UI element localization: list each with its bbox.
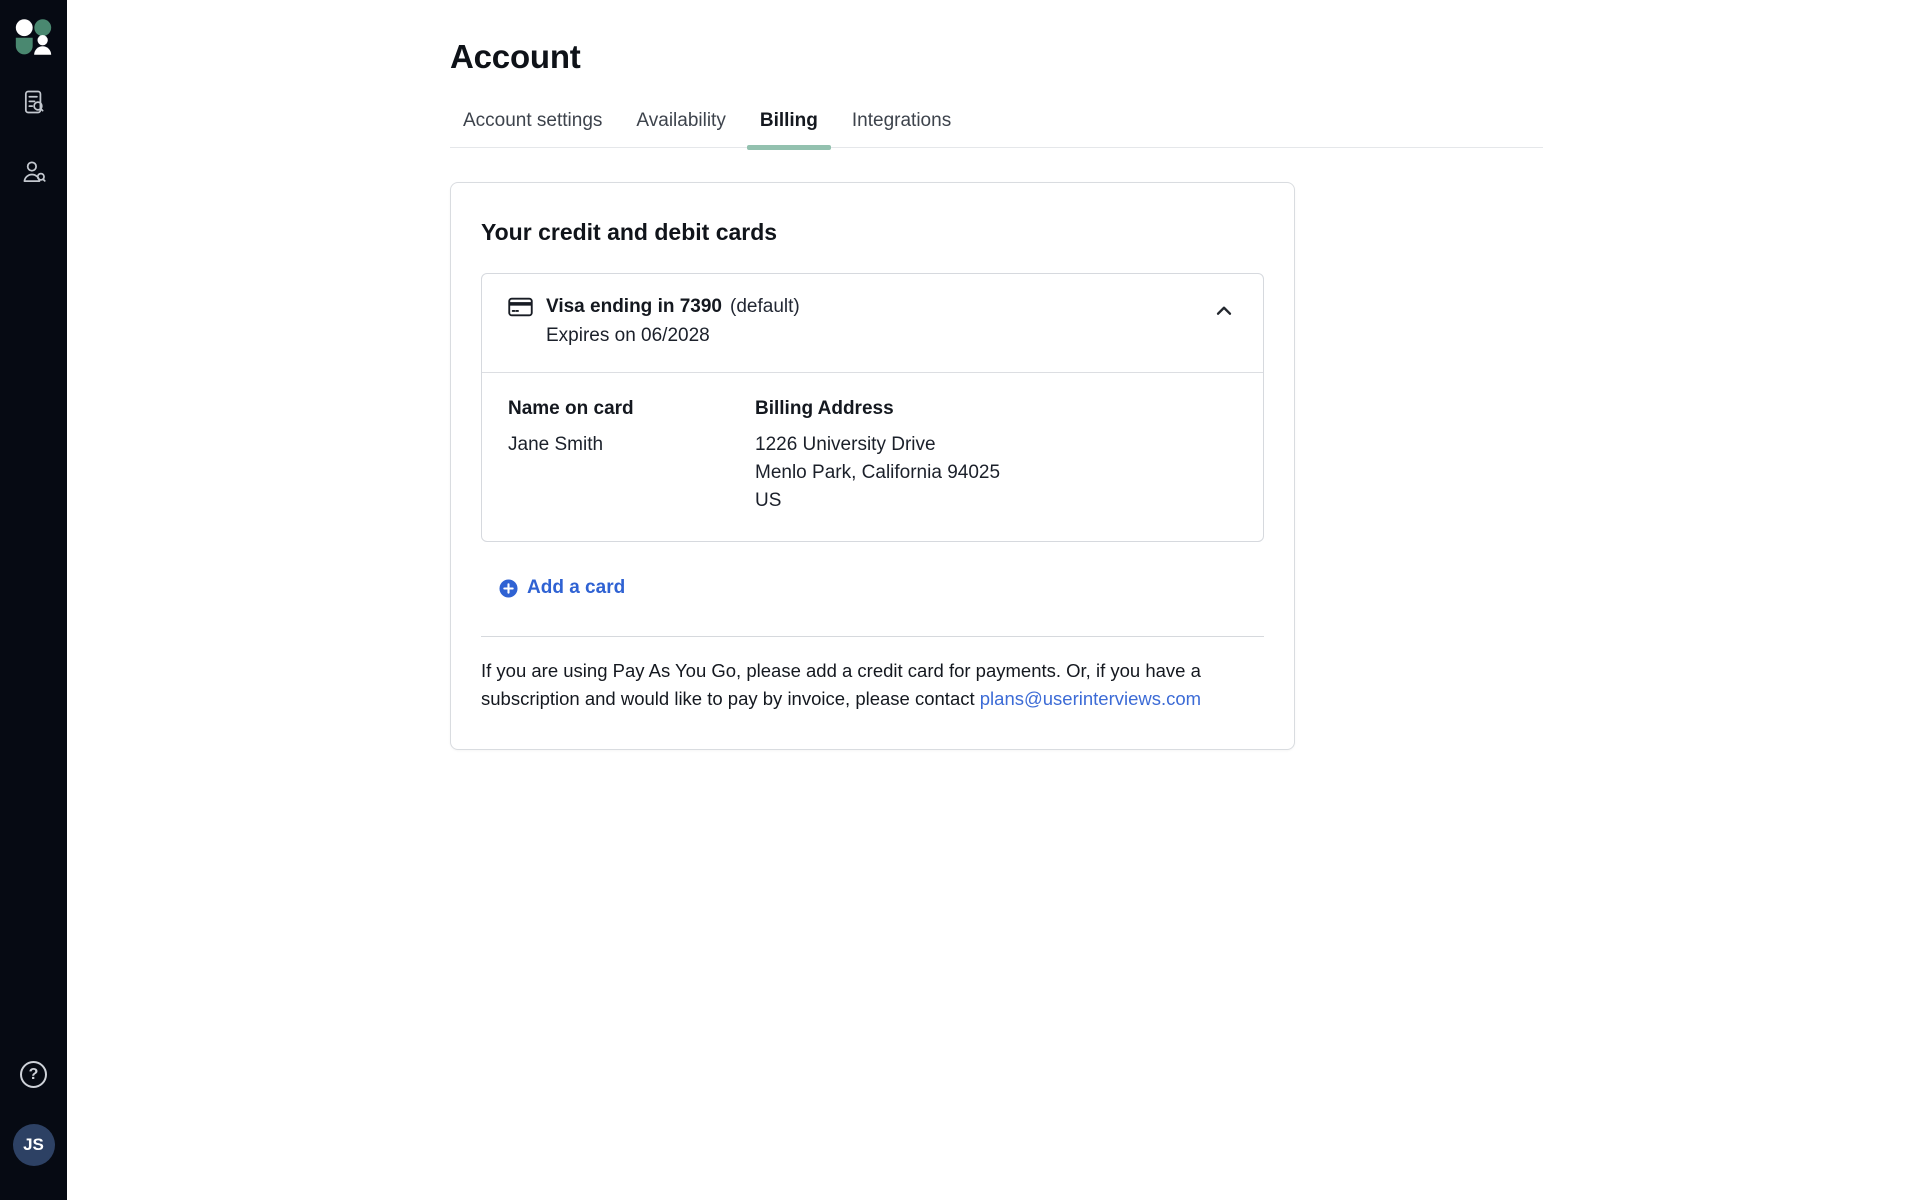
sidebar-item-participants[interactable] bbox=[19, 157, 49, 187]
billing-note-text: If you are using Pay As You Go, please add a credit card for payments. Or, if you have a subscription and would like to pay by invoice, please contact bbox=[481, 659, 1201, 709]
question-mark-icon: ? bbox=[28, 1065, 39, 1083]
billing-note bbox=[481, 657, 1264, 713]
address-line-3: US bbox=[755, 490, 782, 511]
card-expiry: Expires on 06/2028 bbox=[546, 325, 710, 346]
credit-card-header[interactable] bbox=[482, 274, 1263, 372]
billing-panel bbox=[450, 182, 1295, 750]
name-on-card-section bbox=[508, 398, 755, 515]
name-on-card-value: Jane Smith bbox=[508, 434, 604, 455]
participants-search-icon bbox=[20, 158, 48, 186]
card-default-tag: (default) bbox=[730, 296, 800, 317]
sidebar bbox=[0, 0, 67, 1200]
account-tabs bbox=[450, 102, 1543, 148]
credit-card-item bbox=[481, 273, 1264, 542]
collapse-card-button[interactable] bbox=[1209, 296, 1239, 326]
address-line-1: 1226 University Drive bbox=[755, 434, 936, 455]
avatar-initials: JS bbox=[23, 1135, 44, 1154]
tab-integrations[interactable]: Integrations bbox=[839, 102, 964, 147]
chevron-up-icon bbox=[1211, 298, 1237, 324]
card-details bbox=[482, 372, 1263, 541]
sidebar-item-projects[interactable] bbox=[19, 87, 49, 117]
tab-billing[interactable]: Billing bbox=[747, 102, 831, 147]
billing-address-value bbox=[755, 431, 1237, 515]
name-on-card-label: Name on card bbox=[508, 398, 634, 419]
user-interviews-logo-icon bbox=[15, 18, 52, 55]
panel-divider bbox=[481, 636, 1264, 637]
plus-circle-icon bbox=[499, 579, 518, 598]
main-content bbox=[67, 0, 1920, 1200]
card-title: Visa ending in 7390 bbox=[546, 296, 723, 317]
help-button[interactable] bbox=[20, 1061, 47, 1088]
plans-email-link[interactable]: plans@userinterviews.com bbox=[979, 687, 1202, 709]
panel-heading: Your credit and debit cards bbox=[481, 219, 778, 245]
billing-address-label: Billing Address bbox=[755, 398, 894, 419]
user-avatar[interactable] bbox=[13, 1124, 55, 1166]
projects-document-icon bbox=[20, 88, 48, 116]
tab-availability[interactable]: Availability bbox=[623, 102, 738, 147]
address-line-2: Menlo Park, California 94025 bbox=[755, 462, 1001, 483]
tab-account-settings[interactable]: Account settings bbox=[450, 102, 615, 147]
credit-card-icon bbox=[508, 297, 533, 317]
user-interviews-logo[interactable] bbox=[15, 18, 52, 55]
page-title: Account bbox=[450, 38, 581, 75]
add-card-button[interactable] bbox=[499, 577, 625, 599]
add-card-label: Add a card bbox=[527, 577, 626, 598]
billing-address-section bbox=[755, 398, 1237, 515]
